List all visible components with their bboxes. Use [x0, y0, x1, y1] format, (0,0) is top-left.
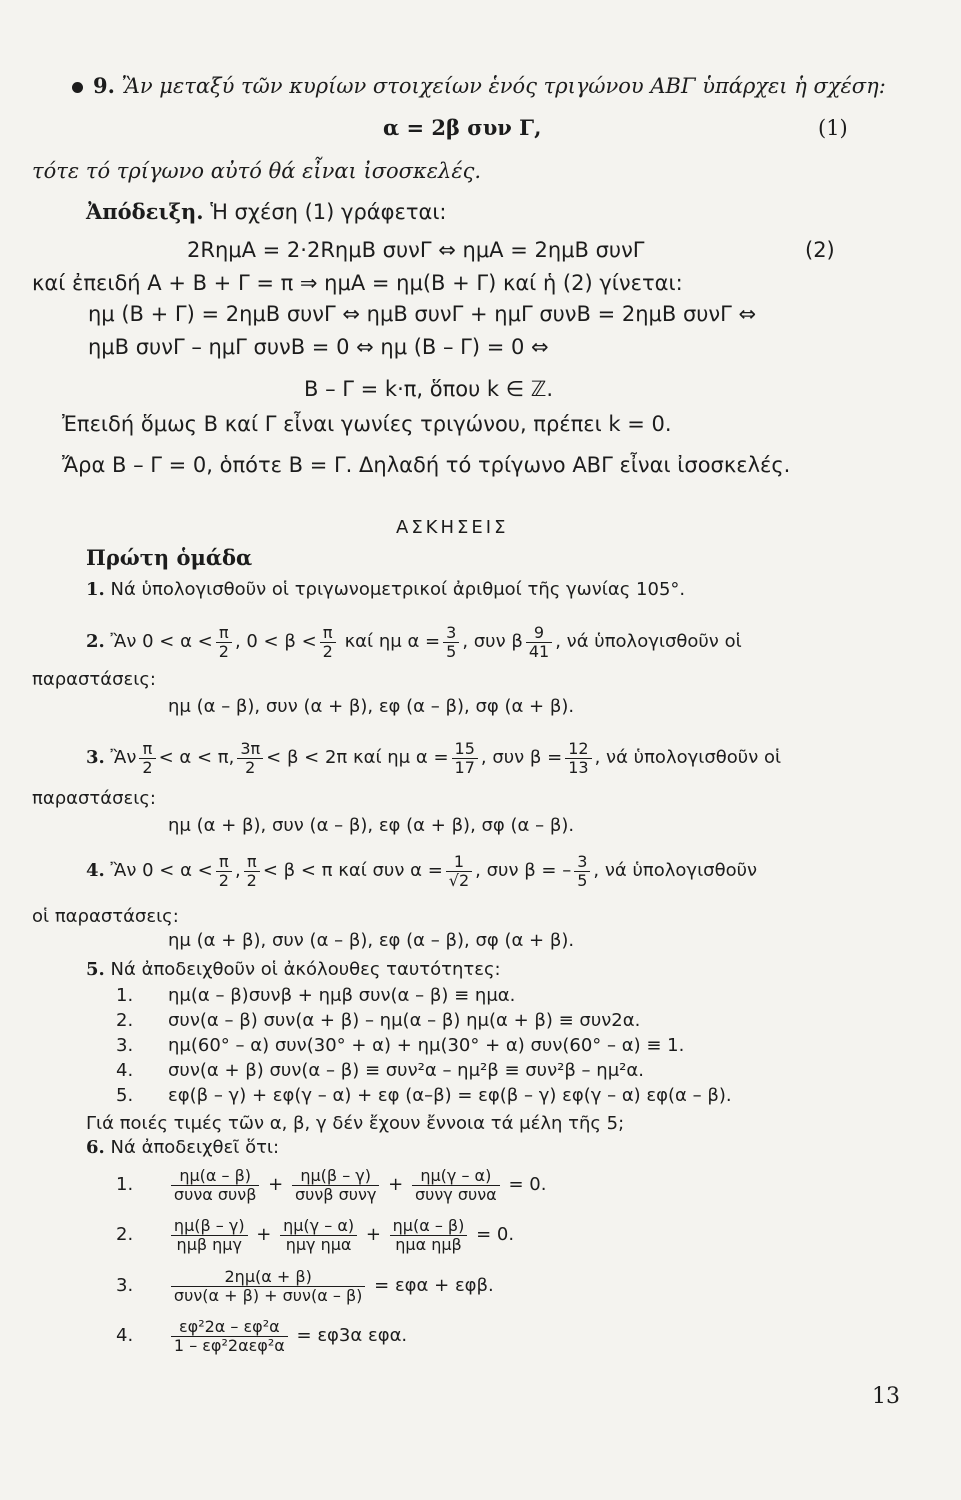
exercise-text: Νά ἀποδειχθεῖ ὅτι: — [110, 1137, 280, 1158]
exercise-text: Ἂν 0 < α < — [110, 631, 213, 652]
item-number: 2. — [116, 1224, 134, 1245]
fraction-denominator: 13 — [568, 757, 589, 777]
fraction-denominator: 2 — [245, 757, 256, 777]
exercise-text: , συν β = — [480, 747, 563, 768]
exercise-1 — [86, 577, 685, 603]
identity-number: 3. — [116, 1035, 134, 1056]
fraction-numerator: 1 — [446, 853, 472, 872]
theorem-statement: Ἂν μεταξύ τῶν κυρίων στοιχείων ἑνός τριγώνου ΑΒΓ ὑπάρχει ἡ σχέση: — [121, 74, 886, 98]
exercise-4-expr: ημ (α + β), συν (α – β), εφ (α – β), σφ (α + β). — [168, 930, 575, 951]
exercise-text: , — [234, 860, 241, 881]
fraction-numerator: ημ(β – γ) — [292, 1167, 379, 1186]
item-number: 1. — [116, 1174, 134, 1195]
fraction-numerator: 15 — [452, 740, 478, 759]
exercise-text: , νά ὑπολογισθοῦν — [593, 860, 758, 881]
fraction — [171, 1318, 288, 1355]
fraction-numerator: ημ(γ – α) — [412, 1167, 500, 1186]
proof-intro-line — [86, 199, 447, 225]
exercise-text: , νά ὑπολογισθοῦν οἱ — [594, 747, 782, 768]
fraction-denominator: 2 — [246, 870, 257, 890]
exercise-4 — [86, 846, 757, 896]
fraction — [292, 1167, 379, 1204]
exercise-text: , νά ὑπολογισθοῦν οἱ — [555, 631, 742, 652]
fraction — [237, 740, 263, 777]
identity-number: 4. — [116, 1060, 134, 1081]
exercise-text: , 0 < β < — [234, 631, 317, 652]
fraction-numerator: 2ημ(α + β) — [171, 1268, 365, 1287]
equation-rhs: = 0. — [508, 1174, 547, 1195]
fraction-denominator: συνγ συνα — [414, 1184, 497, 1204]
item-number: 3. — [116, 1275, 134, 1296]
exercise-6-item-4 — [116, 1311, 407, 1361]
fraction-denominator: 2 — [322, 641, 333, 661]
equation-rhs: = 0. — [476, 1224, 515, 1245]
fraction-numerator: εφ²2α – εφ²α — [171, 1318, 288, 1337]
fraction — [390, 1217, 468, 1254]
fraction-denominator: 1 – εφ²2αεφ²α — [173, 1335, 285, 1355]
fraction — [171, 1167, 260, 1204]
bullet-icon — [72, 82, 83, 93]
identity-text: συν(α + β) συν(α – β) ≡ συν²α – ημ²β ≡ συν²β – ημ²α. — [168, 1060, 644, 1081]
theorem-statement-line — [72, 73, 886, 99]
exercise-2-label: παραστάσεις: — [32, 669, 156, 690]
equation-rhs: = εφα + εφβ. — [374, 1275, 494, 1296]
exercise-text: Ἂν — [110, 747, 137, 768]
exercise-number: 6. — [86, 1137, 105, 1158]
fraction-numerator: π — [244, 853, 260, 872]
fraction-numerator: ημ(α – β) — [171, 1167, 260, 1186]
theorem-formula-tag: (1) — [818, 116, 848, 140]
fraction — [244, 853, 260, 890]
fraction-numerator: π — [139, 740, 155, 759]
identity-text: εφ(β – γ) + εφ(γ – α) + εφ (α–β) = εφ(β – γ) εφ(γ – α) εφ(α – β). — [168, 1085, 732, 1106]
identity-number: 5. — [116, 1085, 134, 1106]
fraction — [216, 624, 232, 661]
exercise-number: 5. — [86, 959, 105, 980]
fraction-numerator: π — [216, 624, 232, 643]
exercise-3-expr: ημ (α + β), συν (α – β), εφ (α + β), σφ (α – β). — [168, 815, 575, 836]
exercise-5-question: Γιά ποιές τιμές τῶν α, β, γ δέν ἔχουν ἔννοια τά μέλη τῆς 5; — [86, 1113, 625, 1134]
fraction-denominator: 2 — [142, 757, 153, 777]
identity-text: ημ(α – β)συνβ + ημβ συν(α – β) ≡ ημα. — [168, 985, 516, 1006]
fraction-denominator: ημα ημβ — [395, 1234, 462, 1254]
fraction-denominator: 2 — [218, 870, 229, 890]
fraction-numerator: π — [216, 853, 232, 872]
exercise-text: Νά ἀποδειχθοῦν οἱ ἀκόλουθες ταυτότητες: — [110, 959, 501, 980]
exercise-6-item-2: 2. $\frac{\eta\mu(\beta - \gamma)}{\text{ημβ ημγ}}$ + $\frac{\eta\mu(\gamma - \alpha)}{\text{ημγ ημα}}$ + $\frac{\eta\mu(\alpha - \beta)}{\text{ημα ημβ}}$ = 0. — [116, 1215, 515, 1254]
exercise-6-item-1: 1. $\frac{\eta\mu(\alpha - \beta)}{\text{συνα συνβ}}$ + $\frac{\eta\mu(\beta - \gamma)}{\text{συνβ συνγ}}$ + $\frac{\eta\mu(\gamma - \alpha)}{\text{συνγ συνα}}$ = 0. — [116, 1165, 547, 1204]
exercise-3 — [86, 733, 781, 783]
exercises-heading: ΑΣΚΗΣΕΙΣ — [396, 517, 509, 538]
fraction-numerator: 12 — [565, 740, 591, 759]
fraction — [412, 1167, 500, 1204]
identity-number: 2. — [116, 1010, 134, 1031]
exercise-text: < β < π καί συν α = — [262, 860, 443, 881]
fraction — [565, 740, 591, 777]
fraction — [139, 740, 155, 777]
exercise-6-item-3 — [116, 1261, 494, 1311]
exercise-group-title: Πρώτη ὁμάδα — [86, 545, 253, 570]
proof-intro: Ἡ σχέση (1) γράφεται: — [210, 200, 447, 224]
exercise-text: < α < π, — [158, 747, 235, 768]
exercise-4-label: οἱ παραστάσεις: — [32, 906, 179, 927]
fraction-denominator: 2 — [218, 641, 229, 661]
fraction-denominator: 5 — [577, 870, 588, 890]
exercise-number: 2. — [86, 631, 105, 652]
fraction — [574, 853, 590, 890]
exercise-text: Νά ὑπολογισθοῦν οἱ τριγωνομετρικοί ἀριθμοί τῆς γωνίας 105°. — [110, 579, 686, 600]
exercise-6 — [86, 1135, 279, 1161]
exercise-3-label: παραστάσεις: — [32, 788, 156, 809]
exercise-2 — [86, 617, 742, 667]
page-number: 13 — [872, 1384, 900, 1409]
fraction — [452, 740, 478, 777]
proof-line-4: ημ (B + Γ) = 2ημB συνΓ ⇔ ημB συνΓ + ημΓ συνB = 2ημB συνΓ ⇔ — [88, 302, 757, 326]
proof-line-7: Ἐπειδή ὅμως B καί Γ εἶναι γωνίες τριγώνου, πρέπει k = 0. — [62, 412, 672, 436]
exercise-number: 1. — [86, 579, 105, 600]
proof-line-5: ημB συνΓ – ημΓ συνB = 0 ⇔ ημ (B – Γ) = 0 ⇔ — [88, 335, 549, 359]
identity-number: 1. — [116, 985, 134, 1006]
exercise-text: , συν β — [462, 631, 523, 652]
proof-eq2-tag: (2) — [805, 238, 835, 262]
fraction-denominator: 17 — [454, 757, 475, 777]
fraction — [171, 1268, 365, 1305]
fraction-numerator: ημ(α – β) — [390, 1217, 468, 1236]
theorem-formula: α = 2β συν Γ, — [383, 115, 542, 140]
fraction-denominator: συνβ συνγ — [294, 1184, 377, 1204]
fraction — [526, 624, 552, 661]
item-number: 4. — [116, 1325, 134, 1346]
exercise-text: καί ημ α = — [344, 631, 441, 652]
fraction-numerator: 3 — [574, 853, 590, 872]
fraction — [320, 624, 336, 661]
identity-text: συν(α – β) συν(α + β) – ημ(α – β) ημ(α + β) ≡ συν2α. — [168, 1010, 641, 1031]
fraction-numerator: ημ(γ – α) — [280, 1217, 357, 1236]
proof-line-6: B – Γ = k·π, ὅπου k ∈ ℤ. — [304, 377, 554, 401]
fraction-denominator: συν(α + β) + συν(α – β) — [173, 1285, 363, 1305]
fraction — [280, 1217, 357, 1254]
proof-eq2: 2RημA = 2·2RημB συνΓ ⇔ ημA = 2ημB συνΓ — [187, 238, 645, 262]
fraction-denominator: συνα συνβ — [173, 1184, 257, 1204]
exercise-number: 3. — [86, 747, 105, 768]
theorem-number: 9. — [93, 73, 115, 98]
proof-line-3: καί ἐπειδή A + B + Γ = π ⇒ ημA = ημ(B + Γ) καί ἡ (2) γίνεται: — [32, 271, 683, 295]
fraction-denominator: ημβ ημγ — [176, 1234, 242, 1254]
fraction-numerator: 3 — [443, 624, 459, 643]
exercise-2-expr: ημ (α – β), συν (α + β), εφ (α – β), σφ (α + β). — [168, 696, 575, 717]
proof-label: Ἀπόδειξη. — [86, 199, 204, 224]
fraction — [446, 853, 472, 890]
fraction-numerator: 3π — [237, 740, 263, 759]
exercise-5 — [86, 957, 501, 983]
fraction — [216, 853, 232, 890]
fraction-numerator: ημ(β – γ) — [171, 1217, 248, 1236]
exercise-number: 4. — [86, 860, 105, 881]
fraction-denominator: 5 — [446, 641, 457, 661]
fraction-denominator: 41 — [528, 641, 550, 661]
fraction-denominator: ημγ ημα — [285, 1234, 352, 1254]
theorem-conclusion: τότε τό τρίγωνο αὐτό θά εἶναι ἰσοσκελές. — [32, 159, 482, 183]
fraction-denominator: √2 — [448, 870, 470, 890]
exercise-text: < β < 2π καί ημ α = — [266, 747, 449, 768]
fraction-numerator: 9 — [526, 624, 552, 643]
exercise-text: , συν β = – — [475, 860, 572, 881]
identity-text: ημ(60° – α) συν(30° + α) + ημ(30° + α) συν(60° – α) ≡ 1. — [168, 1035, 685, 1056]
proof-line-8: Ἄρα B – Γ = 0, ὁπότε B = Γ. Δηλαδή τό τρίγωνο ΑΒΓ εἶναι ἰσοσκελές. — [62, 453, 791, 477]
fraction-numerator: π — [320, 624, 336, 643]
fraction — [171, 1217, 248, 1254]
fraction — [443, 624, 459, 661]
equation-rhs: = εφ3α εφα. — [296, 1325, 408, 1346]
exercise-text: Ἂν 0 < α < — [110, 860, 213, 881]
